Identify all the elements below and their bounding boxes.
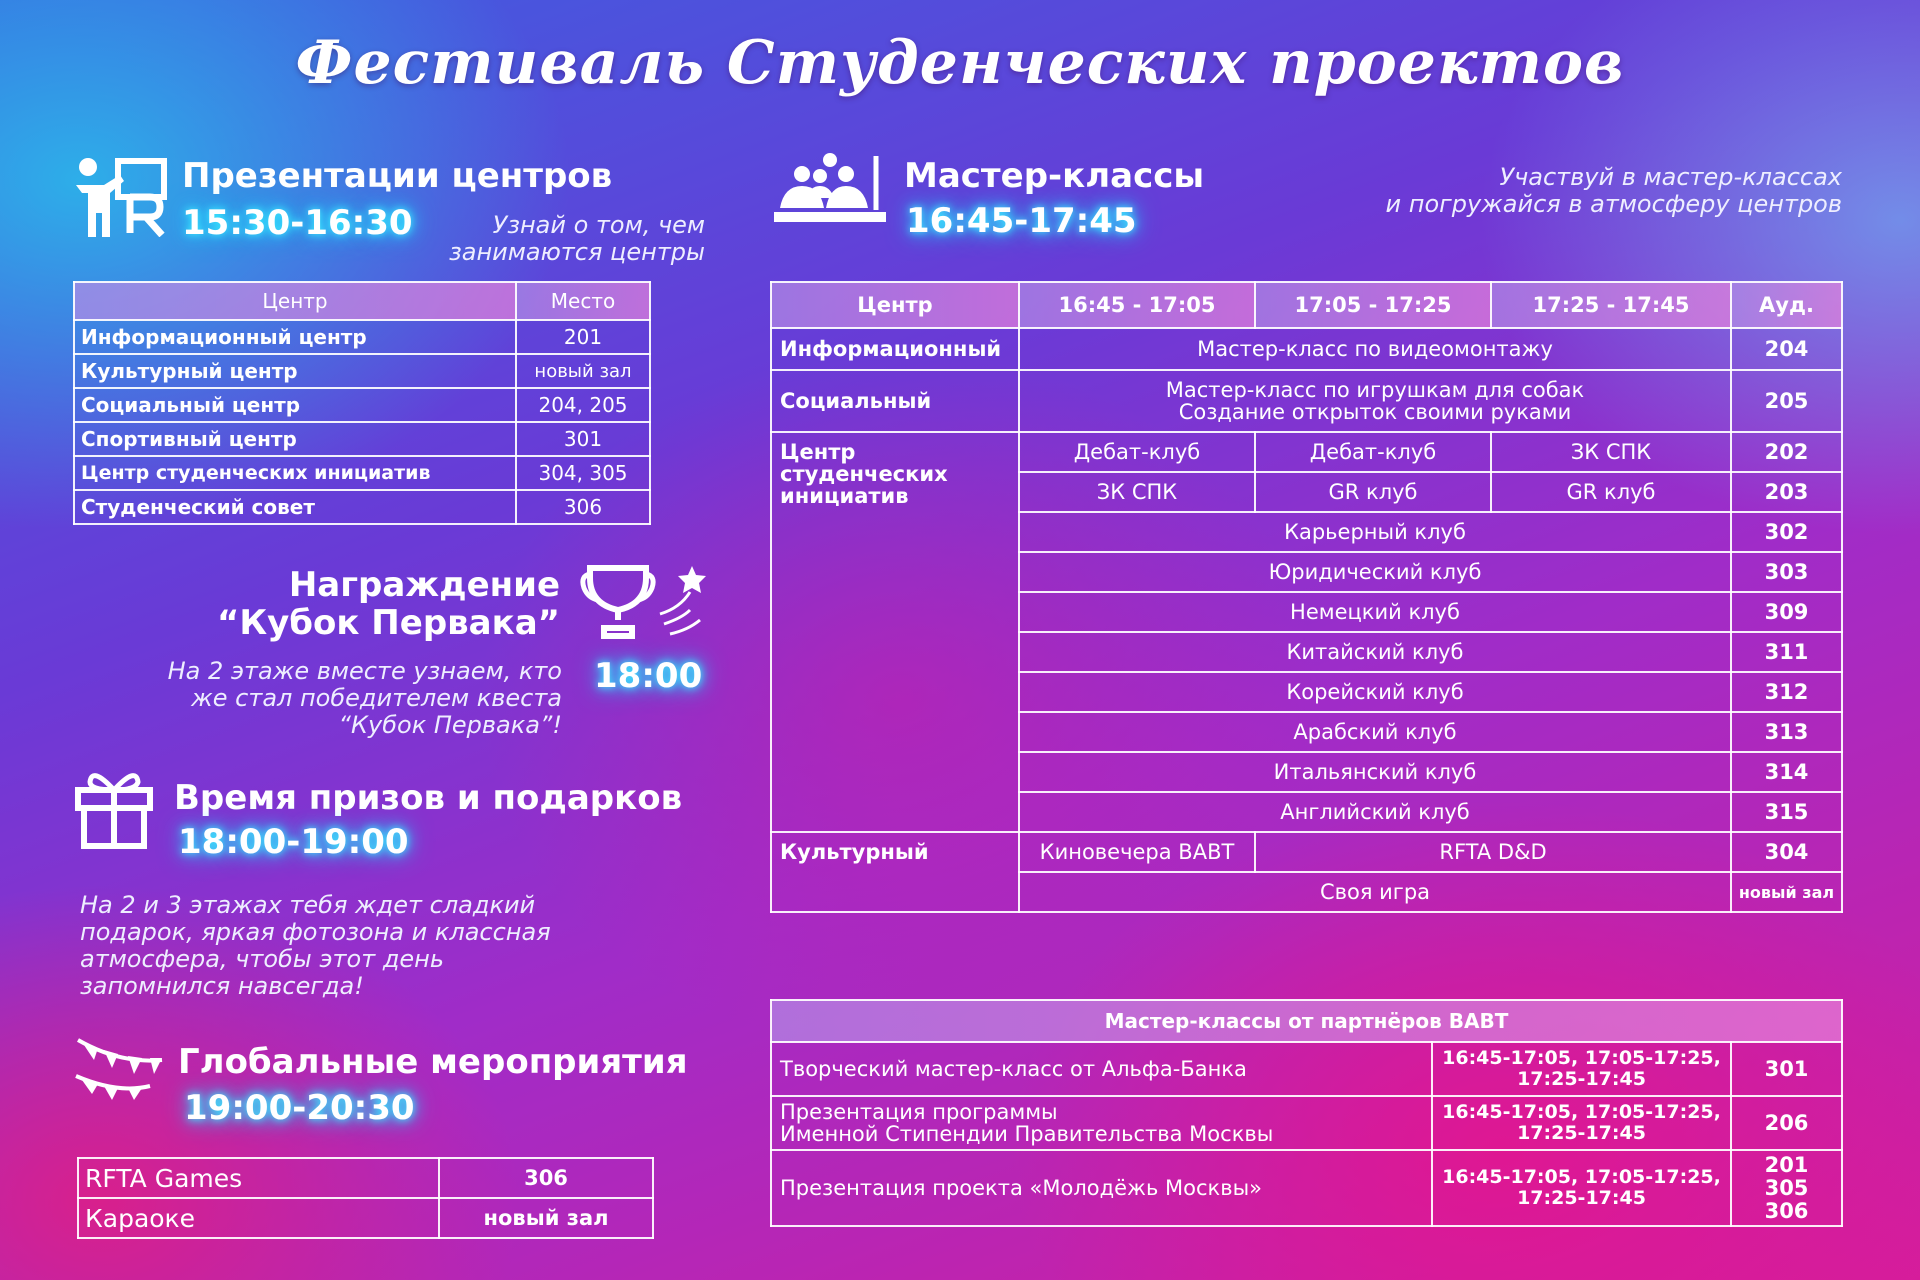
partner-name-line: Именной Стипендии Правительства Москвы <box>780 1122 1274 1146</box>
slot-cell: GR клуб <box>1491 472 1731 512</box>
note-line: Участвуй в мастер-классах <box>1499 163 1842 191</box>
slot-cell: Своя игра <box>1019 872 1731 912</box>
partners-title: Мастер-классы от партнёров ВАВТ <box>771 1000 1842 1042</box>
partner-time <box>1432 1150 1731 1226</box>
column-header: Место <box>516 282 650 320</box>
partner-room <box>1731 1150 1842 1226</box>
slot-cell: Киновечера ВАВТ <box>1019 832 1255 872</box>
note-line: занимаются центры <box>449 238 705 266</box>
presentations-title: Презентации центров <box>182 156 613 196</box>
room-cell: 309 <box>1731 592 1842 632</box>
table-row <box>74 354 650 388</box>
slot-cell: Дебат-клуб <box>1255 432 1491 472</box>
center-name: Спортивный центр <box>74 422 516 456</box>
time-line: 16:45-17:05, 17:05-17:25, <box>1442 1166 1721 1188</box>
room-cell: 313 <box>1731 712 1842 752</box>
award-time: 18:00 <box>594 656 703 696</box>
partner-time <box>1432 1042 1731 1096</box>
club-cell: Юридический клуб <box>1019 552 1731 592</box>
time-line: 17:25-17:45 <box>1517 1068 1646 1090</box>
center-place: 306 <box>516 490 650 524</box>
note-line: Узнай о том, чем <box>492 211 705 239</box>
note-line: “Кубок Первака”! <box>338 711 562 739</box>
club-cell: Карьерный клуб <box>1019 512 1731 552</box>
column-header: 16:45 - 17:05 <box>1019 282 1255 328</box>
masterclasses-note <box>1250 164 1842 218</box>
column-header: 17:05 - 17:25 <box>1255 282 1491 328</box>
event-name: Караоке <box>78 1198 439 1238</box>
table-row <box>771 1042 1842 1096</box>
center-name: Социальный <box>771 370 1019 432</box>
center-name: Социальный центр <box>74 388 516 422</box>
room-line: 201 <box>1764 1152 1809 1177</box>
award-title-line: “Кубок Первака” <box>217 603 560 643</box>
table-row <box>78 1158 653 1198</box>
partner-time <box>1432 1096 1731 1150</box>
center-place: 201 <box>516 320 650 354</box>
centers-table <box>73 281 651 525</box>
partners-table <box>770 999 1843 1227</box>
center-place: 304, 305 <box>516 456 650 490</box>
column-header: 17:25 - 17:45 <box>1491 282 1731 328</box>
club-cell: Итальянский клуб <box>1019 752 1731 792</box>
award-title <box>200 566 560 642</box>
room-line: 306 <box>1764 1198 1809 1223</box>
center-place: 301 <box>516 422 650 456</box>
masterclass-table <box>770 281 1843 913</box>
club-cell: Арабский клуб <box>1019 712 1731 752</box>
table-header-row <box>771 1000 1842 1042</box>
center-name: Культурный <box>771 832 1019 912</box>
global-time: 19:00-20:30 <box>184 1088 415 1128</box>
room-line: 206 <box>1764 1110 1809 1135</box>
note-line: подарок, яркая фотозона и классная <box>80 918 551 946</box>
table-row <box>771 1150 1842 1226</box>
time-line: 16:45-17:05, 17:05-17:25, <box>1442 1101 1721 1123</box>
center-name: Центр студенческих инициатив <box>74 456 516 490</box>
room-cell: 302 <box>1731 512 1842 552</box>
club-cell: Английский клуб <box>1019 792 1731 832</box>
partner-room <box>1731 1096 1842 1150</box>
room-cell: 311 <box>1731 632 1842 672</box>
room-cell: новый зал <box>1731 872 1842 912</box>
center-name: Студенческий совет <box>74 490 516 524</box>
masterclasses-title: Мастер-классы <box>904 156 1205 196</box>
slot-cell: ЗК СПК <box>1491 432 1731 472</box>
room-line: 305 <box>1764 1175 1809 1200</box>
table-row <box>771 328 1842 370</box>
table-row <box>74 388 650 422</box>
slot-cell: ЗК СПК <box>1019 472 1255 512</box>
note-line: и погружайся в атмосферу центров <box>1385 190 1842 218</box>
table-row <box>74 456 650 490</box>
slot-cell: RFTA D&D <box>1255 832 1731 872</box>
room-cell: 303 <box>1731 552 1842 592</box>
garland-icon <box>74 1032 164 1102</box>
time-line: 17:25-17:45 <box>1517 1122 1646 1144</box>
center-name: Культурный центр <box>74 354 516 388</box>
table-header-row <box>771 282 1842 328</box>
room-line: 301 <box>1764 1056 1809 1081</box>
room-cell: 205 <box>1731 370 1842 432</box>
room-cell: 202 <box>1731 432 1842 472</box>
club-cell: Корейский клуб <box>1019 672 1731 712</box>
table-row <box>74 422 650 456</box>
partner-name-line: Презентация программы <box>780 1100 1058 1124</box>
note-line: же стал победителем квеста <box>191 684 562 712</box>
partner-name <box>771 1042 1432 1096</box>
table-row <box>771 1096 1842 1150</box>
table-row <box>74 320 650 354</box>
note-line: На 2 и 3 этажах тебя ждет сладкий <box>80 891 536 919</box>
table-row <box>771 370 1842 432</box>
column-header: Центр <box>771 282 1019 328</box>
award-title-line: Награждение <box>288 565 560 605</box>
center-place: новый зал <box>516 354 650 388</box>
room-cell: 312 <box>1731 672 1842 712</box>
center-name: Информационный <box>771 328 1019 370</box>
room-cell: 304 <box>1731 832 1842 872</box>
prizes-note <box>80 892 680 1000</box>
event-place: 306 <box>439 1158 653 1198</box>
activity-cell: Мастер-класс по видеомонтажу <box>1019 328 1731 370</box>
table-header-row <box>74 282 650 320</box>
gift-icon <box>72 764 156 850</box>
table-row <box>74 490 650 524</box>
table-row <box>78 1198 653 1238</box>
event-name: RFTA Games <box>78 1158 439 1198</box>
table-row <box>771 832 1842 872</box>
global-title: Глобальные мероприятия <box>178 1042 688 1082</box>
center-name: Информационный центр <box>74 320 516 354</box>
room-cell: 204 <box>1731 328 1842 370</box>
award-note <box>60 658 562 739</box>
prizes-time: 18:00-19:00 <box>178 822 409 862</box>
presentations-time: 15:30-16:30 <box>182 203 413 243</box>
room-cell: 203 <box>1731 472 1842 512</box>
time-line: 17:25-17:45 <box>1517 1187 1646 1209</box>
room-cell: 314 <box>1731 752 1842 792</box>
slot-cell: Дебат-клуб <box>1019 432 1255 472</box>
club-cell: Китайский клуб <box>1019 632 1731 672</box>
presentations-note <box>380 212 705 266</box>
workshop-icon <box>772 152 888 230</box>
slot-cell: GR клуб <box>1255 472 1491 512</box>
note-line: На 2 этаже вместе узнаем, кто <box>167 657 562 685</box>
center-name: Центр студенческих инициатив <box>771 432 1019 832</box>
column-header: Ауд. <box>1731 282 1842 328</box>
activity-line: Создание открыток своими руками <box>1178 400 1572 424</box>
activity-line: Мастер-класс по игрушкам для собак <box>1165 378 1585 402</box>
partner-name <box>771 1096 1432 1150</box>
prizes-title: Время призов и подарков <box>174 778 683 818</box>
activity-cell <box>1019 370 1731 432</box>
event-place: новый зал <box>439 1198 653 1238</box>
masterclasses-time: 16:45-17:45 <box>906 201 1137 241</box>
global-events-table <box>77 1157 654 1239</box>
center-place: 204, 205 <box>516 388 650 422</box>
note-line: запомнился навсегда! <box>80 972 364 1000</box>
time-line: 16:45-17:05, 17:05-17:25, <box>1442 1047 1721 1069</box>
room-cell: 315 <box>1731 792 1842 832</box>
partner-name-line: Презентация проекта «Молодёжь Москвы» <box>780 1176 1262 1200</box>
presenter-icon <box>72 155 168 237</box>
table-row <box>771 432 1842 472</box>
club-cell: Немецкий клуб <box>1019 592 1731 632</box>
note-line: атмосфера, чтобы этот день <box>80 945 445 973</box>
page-title: Фестиваль Студенческих проектов <box>295 28 1625 98</box>
trophy-icon <box>580 562 710 642</box>
column-header: Центр <box>74 282 516 320</box>
partner-name <box>771 1150 1432 1226</box>
partner-room <box>1731 1042 1842 1096</box>
partner-name-line: Творческий мастер-класс от Альфа-Банка <box>780 1057 1247 1081</box>
